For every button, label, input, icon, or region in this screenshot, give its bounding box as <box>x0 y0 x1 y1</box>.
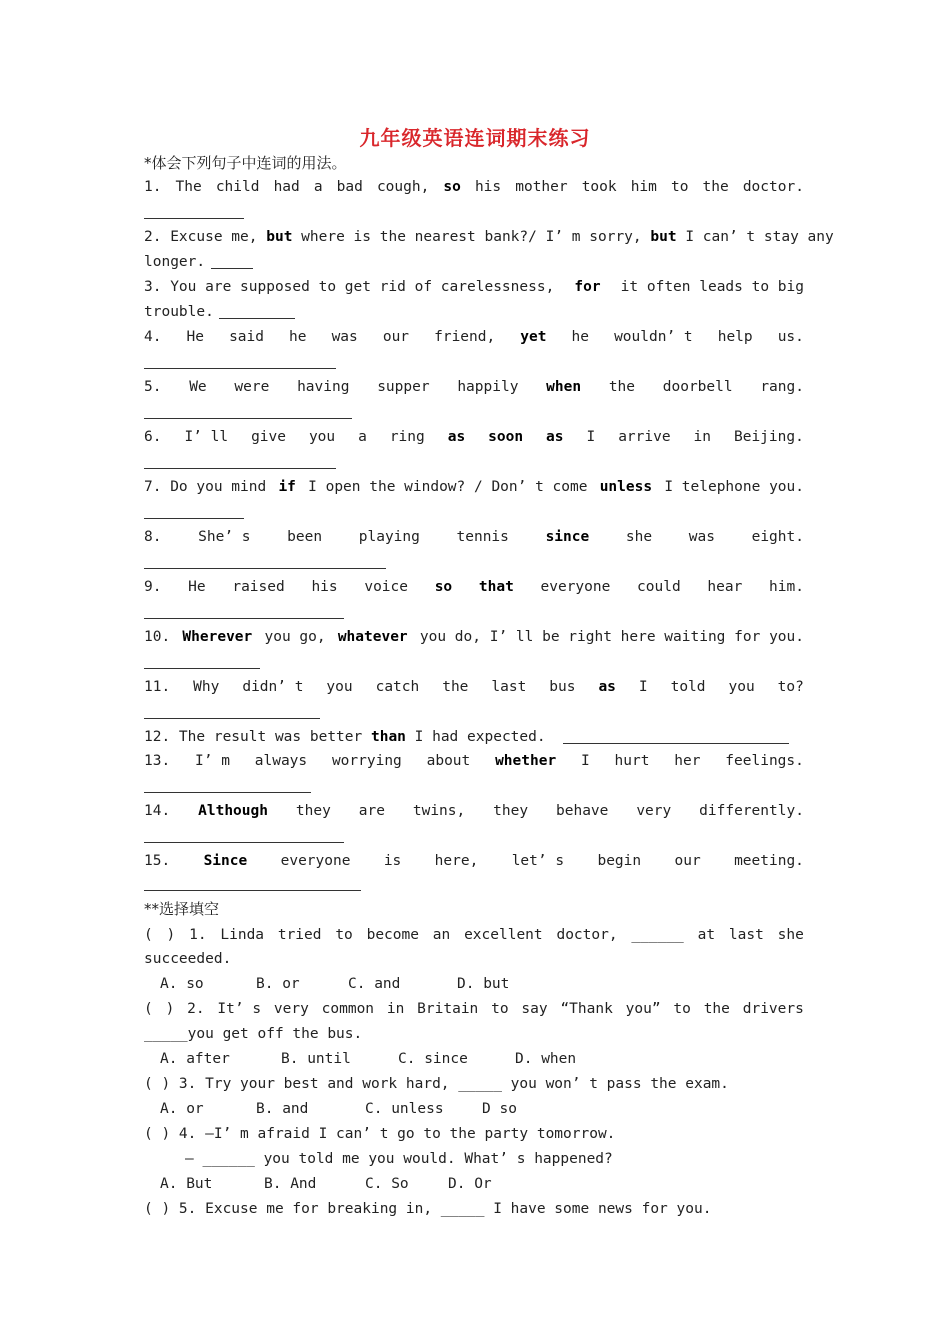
sentence-8: 8. She’ s been playing tennis since she was eight. <box>144 526 804 548</box>
option[interactable]: B. and <box>256 1101 309 1117</box>
sentence-14: 14. Although they are twins, they behave very differently. <box>144 800 804 822</box>
answer-blank <box>144 718 320 719</box>
answer-blank <box>144 668 260 669</box>
answer-blank <box>219 318 295 319</box>
conjunction: so <box>443 179 461 195</box>
conjunction: Although <box>198 803 268 819</box>
question-4: ( ) 4. –I’ m afraid I can’ t go to the party tomorrow. <box>144 1126 616 1142</box>
conjunction: whatever <box>337 629 408 645</box>
question-1: ( ) 1. Linda tried to become an excellent doctor, ______ at last she <box>144 927 804 943</box>
conjunction: when <box>546 379 582 395</box>
answer-blank <box>144 792 311 793</box>
page-title: 九年级英语连词期末练习 <box>359 126 591 150</box>
sentence-3: 3. You are supposed to get rid of carelessness, for it often leads to big <box>144 276 804 298</box>
question-5: ( ) 5. Excuse me for breaking in, _____ I have some news for you. <box>144 1201 712 1217</box>
option[interactable]: D. when <box>515 1051 577 1067</box>
question-2-cont: _____you get off the bus. <box>144 1026 363 1042</box>
conjunction: as <box>447 429 466 445</box>
answer-blank <box>144 218 244 219</box>
question-3: ( ) 3. Try your best and work hard, _____ you won’ t pass the exam. <box>144 1076 729 1092</box>
sentence-4: 4. He said he was our friend, yet he wouldn’ t help us. <box>144 326 804 348</box>
option[interactable]: B. or <box>256 976 300 992</box>
sentence-2-cont: longer. <box>144 254 206 270</box>
conjunction: but <box>650 229 677 245</box>
conjunction: so <box>434 579 453 595</box>
option[interactable]: A. or <box>160 1101 204 1117</box>
sentence-2: 2. Excuse me, but where is the nearest bank?/ I’ m sorry, but I can’ t stay any <box>144 229 834 245</box>
conjunction: yet <box>520 329 547 345</box>
option[interactable]: A. But <box>160 1176 213 1192</box>
sentence-5: 5. We were having supper happily when the doorbell rang. <box>144 376 804 398</box>
sentence-6: 6. I’ ll give you a ring as soon as I arrive in Beijing. <box>144 426 804 448</box>
sentence-15: 15. Since everyone is here, let’ s begin our meeting. <box>144 850 804 872</box>
sentence-3-cont: trouble. <box>144 304 214 320</box>
conjunction: than <box>370 729 406 745</box>
option[interactable]: C. since <box>398 1051 468 1067</box>
conjunction: whether <box>495 753 557 769</box>
question-4-cont: – ______ you told me you would. What’ s happened? <box>185 1151 613 1167</box>
option[interactable]: C. unless <box>365 1101 444 1117</box>
option[interactable]: D so <box>482 1101 517 1117</box>
answer-blank <box>144 842 344 843</box>
conjunction: for <box>574 279 601 295</box>
answer-blank <box>144 368 336 369</box>
question-1-cont: succeeded. <box>144 951 232 967</box>
sentence-12: 12. The result was better than I had expected. <box>144 729 546 745</box>
option[interactable]: A. after <box>160 1051 230 1067</box>
sentence-13: 13. I’ m always worrying about whether I hurt her feelings. <box>144 750 804 772</box>
conjunction: unless <box>599 479 653 495</box>
answer-blank <box>144 468 336 469</box>
section2-heading: **选择填空 <box>144 900 220 918</box>
option[interactable]: C. and <box>348 976 401 992</box>
sentence-11: 11. Why didn’ t you catch the last bus as I told you to? <box>144 676 804 698</box>
option[interactable]: D. Or <box>448 1176 492 1192</box>
sentence-10: 10. Wherever you go, whatever you do, I’ ll be right here waiting for you. <box>144 626 804 648</box>
answer-blank <box>563 743 789 744</box>
sentence-1: 1. The child had a bad cough, so his mother took him to the doctor. <box>144 176 804 198</box>
conjunction: but <box>266 229 293 245</box>
sentence-9: 9. He raised his voice so that everyone could hear him. <box>144 576 804 598</box>
answer-blank <box>144 518 244 519</box>
option[interactable]: A. so <box>160 976 204 992</box>
option[interactable]: B. And <box>264 1176 317 1192</box>
question-2: ( ) 2. It’ s very common in Britain to say “Thank you” to the drivers <box>144 1001 804 1017</box>
conjunction: as <box>546 429 564 445</box>
answer-blank <box>211 268 253 269</box>
section1-heading: *体会下列句子中连词的用法。 <box>144 154 347 172</box>
sentence-7: 7. Do you mind if I open the window? / Don’ t come unless I telephone you. <box>144 476 804 498</box>
conjunction: since <box>545 529 590 545</box>
conjunction: if <box>278 479 296 495</box>
answer-blank <box>144 418 352 419</box>
option[interactable]: C. So <box>365 1176 409 1192</box>
answer-blank <box>144 568 386 569</box>
conjunction: soon <box>488 429 524 445</box>
answer-blank <box>144 618 344 619</box>
conjunction: that <box>478 579 514 595</box>
conjunction: as <box>598 679 616 695</box>
option[interactable]: B. until <box>281 1051 351 1067</box>
conjunction: Since <box>203 853 248 869</box>
conjunction: Wherever <box>182 629 253 645</box>
option[interactable]: D. but <box>457 976 510 992</box>
answer-blank <box>144 890 361 891</box>
